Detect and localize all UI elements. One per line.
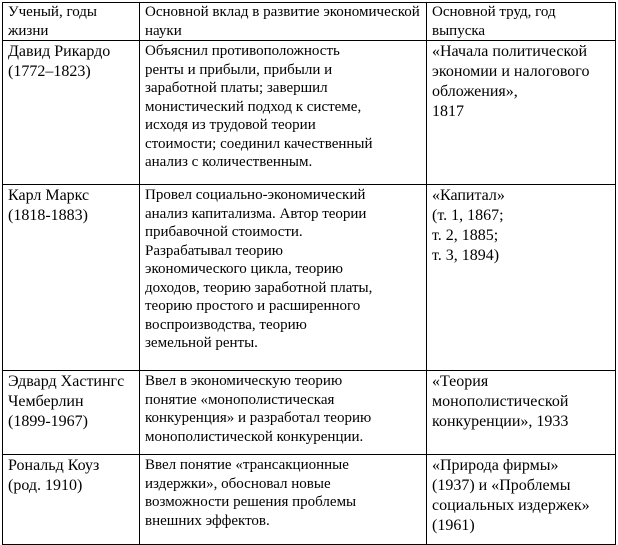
cell-contribution bbox=[140, 455, 427, 545]
contribution-text: Объяснил противоположность ренты и прибыли, прибыли и заработной платы; завершил монистический подход к системе, исходя из трудовой теории стоимости; соединил качественный анализ с количественным. bbox=[145, 43, 373, 170]
cell-main-work bbox=[427, 185, 616, 371]
table-row bbox=[3, 41, 616, 185]
economists-table bbox=[2, 2, 616, 545]
cell-main-work bbox=[427, 455, 616, 545]
main-work-text: «Теория монополистической конкуренции», 1933 bbox=[432, 373, 569, 430]
cell-main-work bbox=[427, 41, 616, 185]
header-scientist bbox=[3, 3, 140, 41]
table-row bbox=[3, 185, 616, 371]
cell-contribution bbox=[140, 41, 427, 185]
cell-contribution bbox=[140, 371, 427, 455]
header-main-work bbox=[427, 3, 616, 41]
contribution-text: Ввел понятие «трансакционные издержки», обосновал новые возможности решения проблемы внешних эффектов. bbox=[145, 457, 357, 529]
header-scientist-text: Ученый, годы жизни bbox=[8, 4, 98, 39]
main-work-text: «Капитал» (т. 1, 1867; т. 2, 1885; т. 3, 1894) bbox=[432, 187, 505, 264]
table-row bbox=[3, 455, 616, 545]
header-contribution-text: Основной вклад в развитие экономической науки bbox=[145, 4, 420, 39]
contribution-text: Провел социально-экономический анализ капитализма. Автор теории прибавочной стоимости. Разрабатывал теорию экономического цикла, теорию доходов, теорию заработной платы, теорию простого и расширенного воспроизводства, теорию земельной ренты. bbox=[145, 187, 373, 351]
cell-contribution bbox=[140, 185, 427, 371]
cell-scientist bbox=[3, 371, 140, 455]
header-contribution bbox=[140, 3, 427, 41]
scientist-text: Карл Маркс (1818-1883) bbox=[8, 187, 90, 224]
contribution-text: Ввел в экономическую теорию понятие «монополистическая конкуренция» и разработал теорию монополистической конкуренции. bbox=[145, 373, 372, 445]
cell-scientist bbox=[3, 185, 140, 371]
cell-scientist bbox=[3, 41, 140, 185]
main-work-text: «Природа фирмы» (1937) и «Проблемы социальных издержек» (1961) bbox=[432, 457, 590, 534]
scientist-text: Рональд Коуз (род. 1910) bbox=[8, 457, 100, 494]
scientist-text: Давид Рикардо (1772–1823) bbox=[8, 43, 111, 80]
scientist-text: Эдвард Хастингс Чемберлин (1899-1967) bbox=[8, 373, 125, 430]
main-work-text: «Начала политической экономии и налогового обложения», 1817 bbox=[432, 43, 590, 120]
header-main-work-text: Основной труд, год выпуска bbox=[432, 4, 556, 39]
table-header-row bbox=[3, 3, 616, 41]
cell-main-work bbox=[427, 371, 616, 455]
table-row bbox=[3, 371, 616, 455]
cell-scientist bbox=[3, 455, 140, 545]
